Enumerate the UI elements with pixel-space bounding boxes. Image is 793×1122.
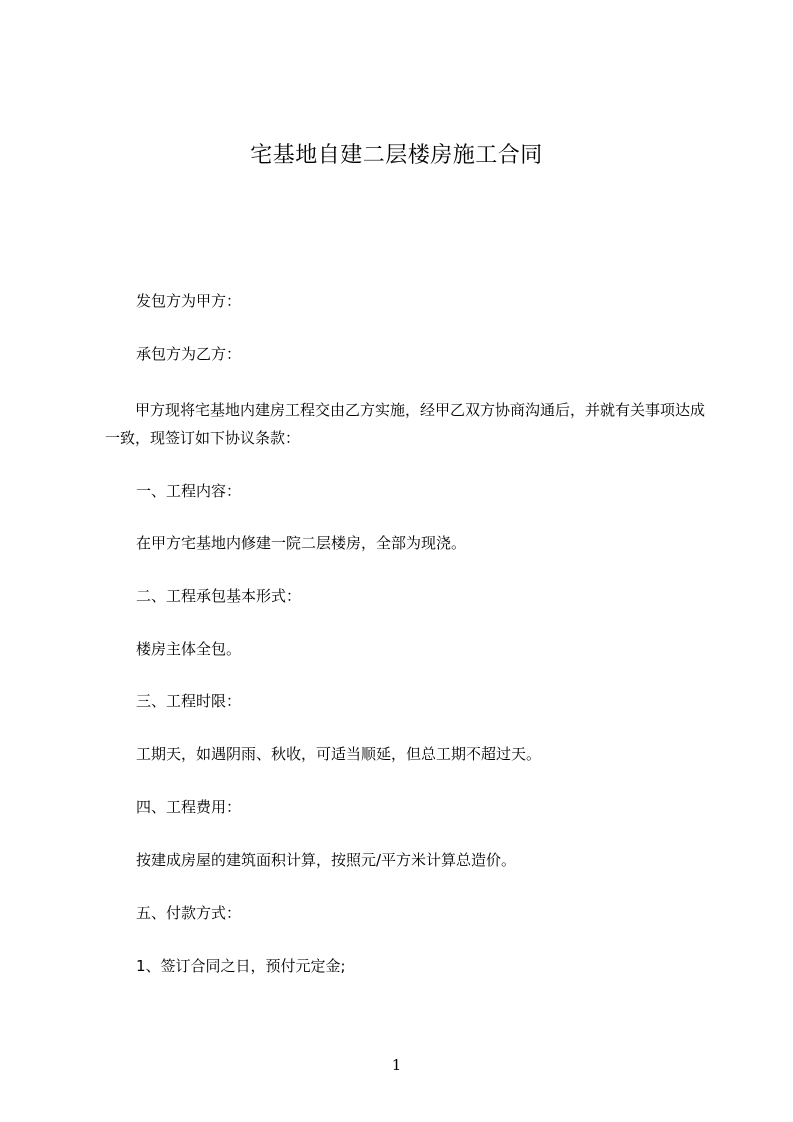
section-body: 按建成房屋的建筑面积计算，按照元/平方米计算总造价。 — [136, 851, 517, 869]
section-body: 在甲方宅基地内修建一院二层楼房，全部为现浇。 — [136, 534, 467, 552]
page-number: 1 — [391, 1056, 402, 1074]
section-body: 工期天，如遇阴雨、秋收，可适当顺延，但总工期不超过天。 — [136, 745, 542, 763]
intro-paragraph: 甲方现将宅基地内建房工程交由乙方实施，经甲乙双方协商沟通后，并就有关事项达成一致，现签订如下协议条款： — [105, 401, 706, 447]
party-a-line: 发包方为甲方： — [136, 292, 242, 310]
section-heading: 三、工程时限： — [136, 692, 242, 710]
section-heading: 四、工程费用： — [136, 798, 242, 816]
document-title: 宅基地自建二层楼房施工合同 — [250, 143, 543, 168]
section-heading: 五、付款方式： — [136, 904, 242, 922]
party-b-line: 承包方为乙方： — [136, 345, 242, 363]
payment-item: 1、签订合同之日，预付元定金; — [136, 957, 346, 975]
section-body: 楼房主体全包。 — [136, 640, 242, 658]
section-heading: 一、工程内容： — [136, 482, 242, 500]
section-heading: 二、工程承包基本形式： — [136, 587, 302, 605]
